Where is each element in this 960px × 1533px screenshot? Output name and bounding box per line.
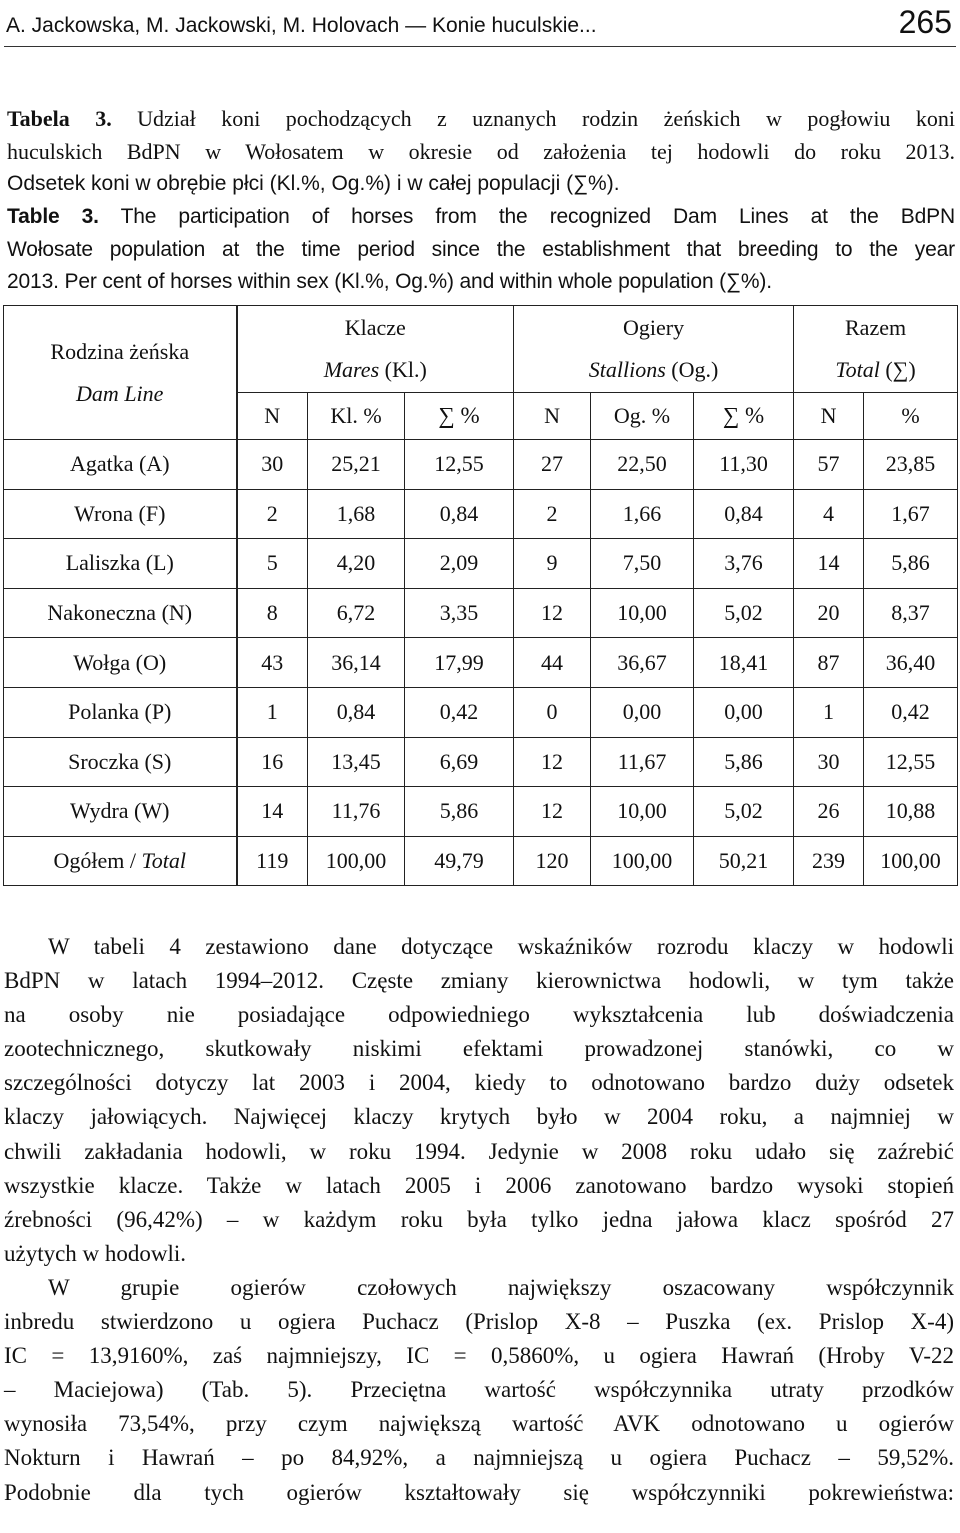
- table-cell: 20: [794, 588, 864, 638]
- table-cell: 8: [237, 588, 308, 638]
- table-cell: 57: [794, 440, 864, 490]
- table-cell: 0,84: [308, 687, 405, 737]
- col-header: %: [864, 393, 958, 440]
- header-group-stallions: [514, 306, 794, 393]
- table-cell: 10,00: [591, 588, 694, 638]
- table-cell: 36,67: [591, 638, 694, 688]
- header-group-total-en: Total: [835, 357, 880, 382]
- total-label-pl: Ogółem /: [53, 848, 142, 874]
- table-cell: 6,72: [308, 588, 405, 638]
- text-line: zootechnicznego, skutkowały niskimi efektami prowadzonej stanówki, co w: [4, 1036, 954, 1062]
- table-cell: 18,41: [694, 638, 794, 688]
- table-cell: 119: [237, 836, 308, 886]
- table-cell: 14: [794, 539, 864, 589]
- table-caption-polish: [7, 103, 955, 201]
- caption-en-line-2: Wołosate population at the time period since the establishment that breeding to the year: [7, 237, 955, 261]
- header-group-stallions-pl: Ogiery: [622, 315, 685, 340]
- text-line: W grupie ogierów czołowych największy oszacowany współczynnik: [48, 1274, 954, 1300]
- table-cell: 7,50: [591, 539, 694, 589]
- table-row-total: [4, 836, 958, 886]
- running-head-authors: A. Jackowska, M. Jackowski, M. Holovach — Konie huculskie...: [6, 14, 597, 37]
- table-cell: 100,00: [308, 836, 405, 886]
- table-cell: 30: [794, 737, 864, 787]
- text-line: IC = 13,9160%, zaś najmniejszy, IC = 0,5860%, u ogiera Hawrań (Hroby V-22: [4, 1343, 954, 1369]
- paragraph-2: [4, 1271, 954, 1510]
- table-cell: 5,86: [694, 737, 794, 787]
- caption-en-line-1-text: The participation of horses from the recognized Dam Lines at the BdPN: [98, 205, 955, 228]
- total-label-en: Total: [141, 848, 186, 874]
- table-cell: 0,42: [864, 687, 958, 737]
- dam-line-name: Laliszka (L): [4, 539, 237, 589]
- table-cell: 36,40: [864, 638, 958, 688]
- col-header: N: [514, 393, 591, 440]
- table-row: [4, 489, 958, 539]
- text-line: użytych w hodowli.: [4, 1240, 187, 1266]
- table-cell: 16: [237, 737, 308, 787]
- table-row: [4, 737, 958, 787]
- table-row: [4, 588, 958, 638]
- caption-en-label: Table 3.: [7, 205, 99, 228]
- table-cell: 100,00: [864, 836, 958, 886]
- table-cell: 12: [514, 588, 591, 638]
- table-cell: 5,02: [694, 588, 794, 638]
- dam-line-name: Wrona (F): [4, 489, 237, 539]
- table-cell: 1: [794, 687, 864, 737]
- table-cell: 23,85: [864, 440, 958, 490]
- table-cell: 1: [237, 687, 308, 737]
- table-cell: 49,79: [405, 836, 514, 886]
- table-row: [4, 539, 958, 589]
- table-cell: 2: [514, 489, 591, 539]
- dam-line-name: Nakoneczna (N): [4, 588, 237, 638]
- table-cell: 17,99: [405, 638, 514, 688]
- table-cell: 44: [514, 638, 591, 688]
- header-group-mares-pl: Klacze: [344, 315, 406, 340]
- text-line: klaczy jałowiących. Najwięcej klaczy krytych było w 2004 roku, a najmniej w: [4, 1104, 954, 1130]
- text-line: wszystkie klacze. Także w latach 2005 i 2006 zanotowano bardzo wysoki stopień: [4, 1172, 954, 1198]
- table-cell: 1,67: [864, 489, 958, 539]
- table-cell: 2: [237, 489, 308, 539]
- table-cell: 0,00: [694, 687, 794, 737]
- header-rule: [4, 46, 956, 47]
- caption-en-line-3: 2013. Per cent of horses within sex (Kl.%, Og.%) and within whole population (∑%).: [7, 270, 772, 293]
- table-cell: 10,88: [864, 787, 958, 837]
- caption-pl-line-1: [7, 103, 955, 136]
- dam-line-name: Polanka (P): [4, 687, 237, 737]
- caption-en-line-1: [7, 201, 955, 234]
- table-cell: 50,21: [694, 836, 794, 886]
- table-cell: 12,55: [405, 440, 514, 490]
- table-cell: 43: [237, 638, 308, 688]
- table-cell: 3,76: [694, 539, 794, 589]
- table-cell: 239: [794, 836, 864, 886]
- text-line: chwili zakładania hodowli, w roku 1994. Jedynie w 2008 roku udało się zaźrebić: [4, 1138, 954, 1164]
- header-dam-line-en: Dam Line: [76, 380, 164, 406]
- table-cell: 12: [514, 787, 591, 837]
- header-group-total-abbr: (∑): [879, 357, 916, 382]
- table-cell: 6,69: [405, 737, 514, 787]
- text-line: szczególności dotyczy lat 2003 i 2004, kiedy to odnotowano bardzo duży odsetek: [4, 1070, 954, 1096]
- text-line: BdPN w latach 1994–2012. Częste zmiany kierownictwa hodowli, w tym także: [4, 968, 954, 994]
- col-header: N: [237, 393, 308, 440]
- page-number: 265: [898, 4, 952, 40]
- text-line: źrebności (96,42%) – w każdym roku była tylko jedna jałowa klacz spośród 27: [4, 1206, 954, 1232]
- header-dam-line-pl: Rodzina żeńska: [50, 338, 190, 364]
- table-cell: 87: [794, 638, 864, 688]
- total-label: [4, 836, 237, 886]
- header-group-mares-en: Mares: [323, 357, 380, 382]
- table-cell: 27: [514, 440, 591, 490]
- col-header: N: [794, 393, 864, 440]
- table-cell: 2,09: [405, 539, 514, 589]
- table-cell: 4,20: [308, 539, 405, 589]
- table-cell: 9: [514, 539, 591, 589]
- table-cell: 5,86: [864, 539, 958, 589]
- table-cell: 5,86: [405, 787, 514, 837]
- header-group-stallions-abbr: (Og.): [665, 357, 719, 382]
- table-cell: 12: [514, 737, 591, 787]
- header-row-groups: [4, 306, 958, 393]
- table-cell: 10,00: [591, 787, 694, 837]
- text-line: inbredu stwierdzono u ogiera Puchacz (Prislop X-8 – Puszka (ex. Prislop X-4): [4, 1309, 954, 1335]
- table-cell: 11,30: [694, 440, 794, 490]
- text-line: wynosiła 73,54%, przy czym największą wartość AVK odnotowano u ogierów: [4, 1411, 954, 1437]
- table-cell: 4: [794, 489, 864, 539]
- col-header: ∑ %: [694, 393, 794, 440]
- text-line: na osoby nie posiadające odpowiedniego wykształcenia lub doświadczenia: [4, 1002, 954, 1028]
- caption-pl-label: Tabela 3.: [7, 106, 112, 131]
- table-cell: 100,00: [591, 836, 694, 886]
- text-line: W tabeli 4 zestawiono dane dotyczące wskaźników rozrodu klaczy w hodowli: [48, 934, 954, 959]
- table-cell: 1,68: [308, 489, 405, 539]
- table-cell: 0: [514, 687, 591, 737]
- caption-pl-line-3: Odsetek koni w obrębie płci (Kl.%, Og.%) i w całej populacji (∑%).: [7, 172, 620, 195]
- running-head: [6, 4, 954, 44]
- table-row: [4, 440, 958, 490]
- table-cell: 25,21: [308, 440, 405, 490]
- table-cell: 0,84: [405, 489, 514, 539]
- text-line: Podobnie dla tych ogierów kształtowały się współczynniki pokrewieństwa:: [4, 1479, 954, 1505]
- header-group-mares-abbr: (Kl.): [379, 357, 427, 382]
- header-group-mares: [237, 306, 514, 393]
- col-header: Kl. %: [308, 393, 405, 440]
- table-cell: 13,45: [308, 737, 405, 787]
- table-cell: 5: [237, 539, 308, 589]
- col-header: Og. %: [591, 393, 694, 440]
- table-cell: 1,66: [591, 489, 694, 539]
- table-cell: 0,42: [405, 687, 514, 737]
- table-cell: 12,55: [864, 737, 958, 787]
- text-line: Nokturn i Hawrań – po 84,92%, a najmniejszą u ogiera Puchacz – 59,52%.: [4, 1445, 954, 1471]
- table-cell: 3,35: [405, 588, 514, 638]
- table-cell: 11,76: [308, 787, 405, 837]
- table-row: [4, 787, 958, 837]
- table-cell: 0,84: [694, 489, 794, 539]
- table-cell: 22,50: [591, 440, 694, 490]
- table-row: [4, 687, 958, 737]
- caption-pl-line-2: huculskich BdPN w Wołosatem w okresie od założenia tej hodowli do roku 2013.: [7, 138, 955, 164]
- dam-line-name: Agatka (A): [4, 440, 237, 490]
- body-text: [4, 930, 954, 1510]
- header-dam-line: [4, 306, 237, 440]
- dam-line-name: Wołga (O): [4, 638, 237, 688]
- paragraph-1: [4, 930, 954, 1271]
- table-cell: 14: [237, 787, 308, 837]
- dam-line-name: Sroczka (S): [4, 737, 237, 787]
- dam-line-name: Wydra (W): [4, 787, 237, 837]
- text-line: – Maciejowa) (Tab. 5). Przeciętna wartość współczynnika utraty przodków: [4, 1377, 954, 1403]
- table-row: [4, 638, 958, 688]
- header-group-total: [794, 306, 958, 393]
- table-caption-english: [7, 201, 955, 299]
- table-cell: 0,00: [591, 687, 694, 737]
- header-group-stallions-en: Stallions: [588, 357, 666, 382]
- dam-lines-table: [3, 305, 958, 886]
- table-cell: 11,67: [591, 737, 694, 787]
- table-cell: 36,14: [308, 638, 405, 688]
- header-group-total-pl: Razem: [845, 315, 907, 340]
- table-cell: 26: [794, 787, 864, 837]
- caption-pl-line-1-text: Udział koni pochodzących z uznanych rodzin żeńskich w pogłowiu koni: [111, 106, 955, 131]
- table-cell: 120: [514, 836, 591, 886]
- table-cell: 5,02: [694, 787, 794, 837]
- table-cell: 30: [237, 440, 308, 490]
- table-cell: 8,37: [864, 588, 958, 638]
- col-header: ∑ %: [405, 393, 514, 440]
